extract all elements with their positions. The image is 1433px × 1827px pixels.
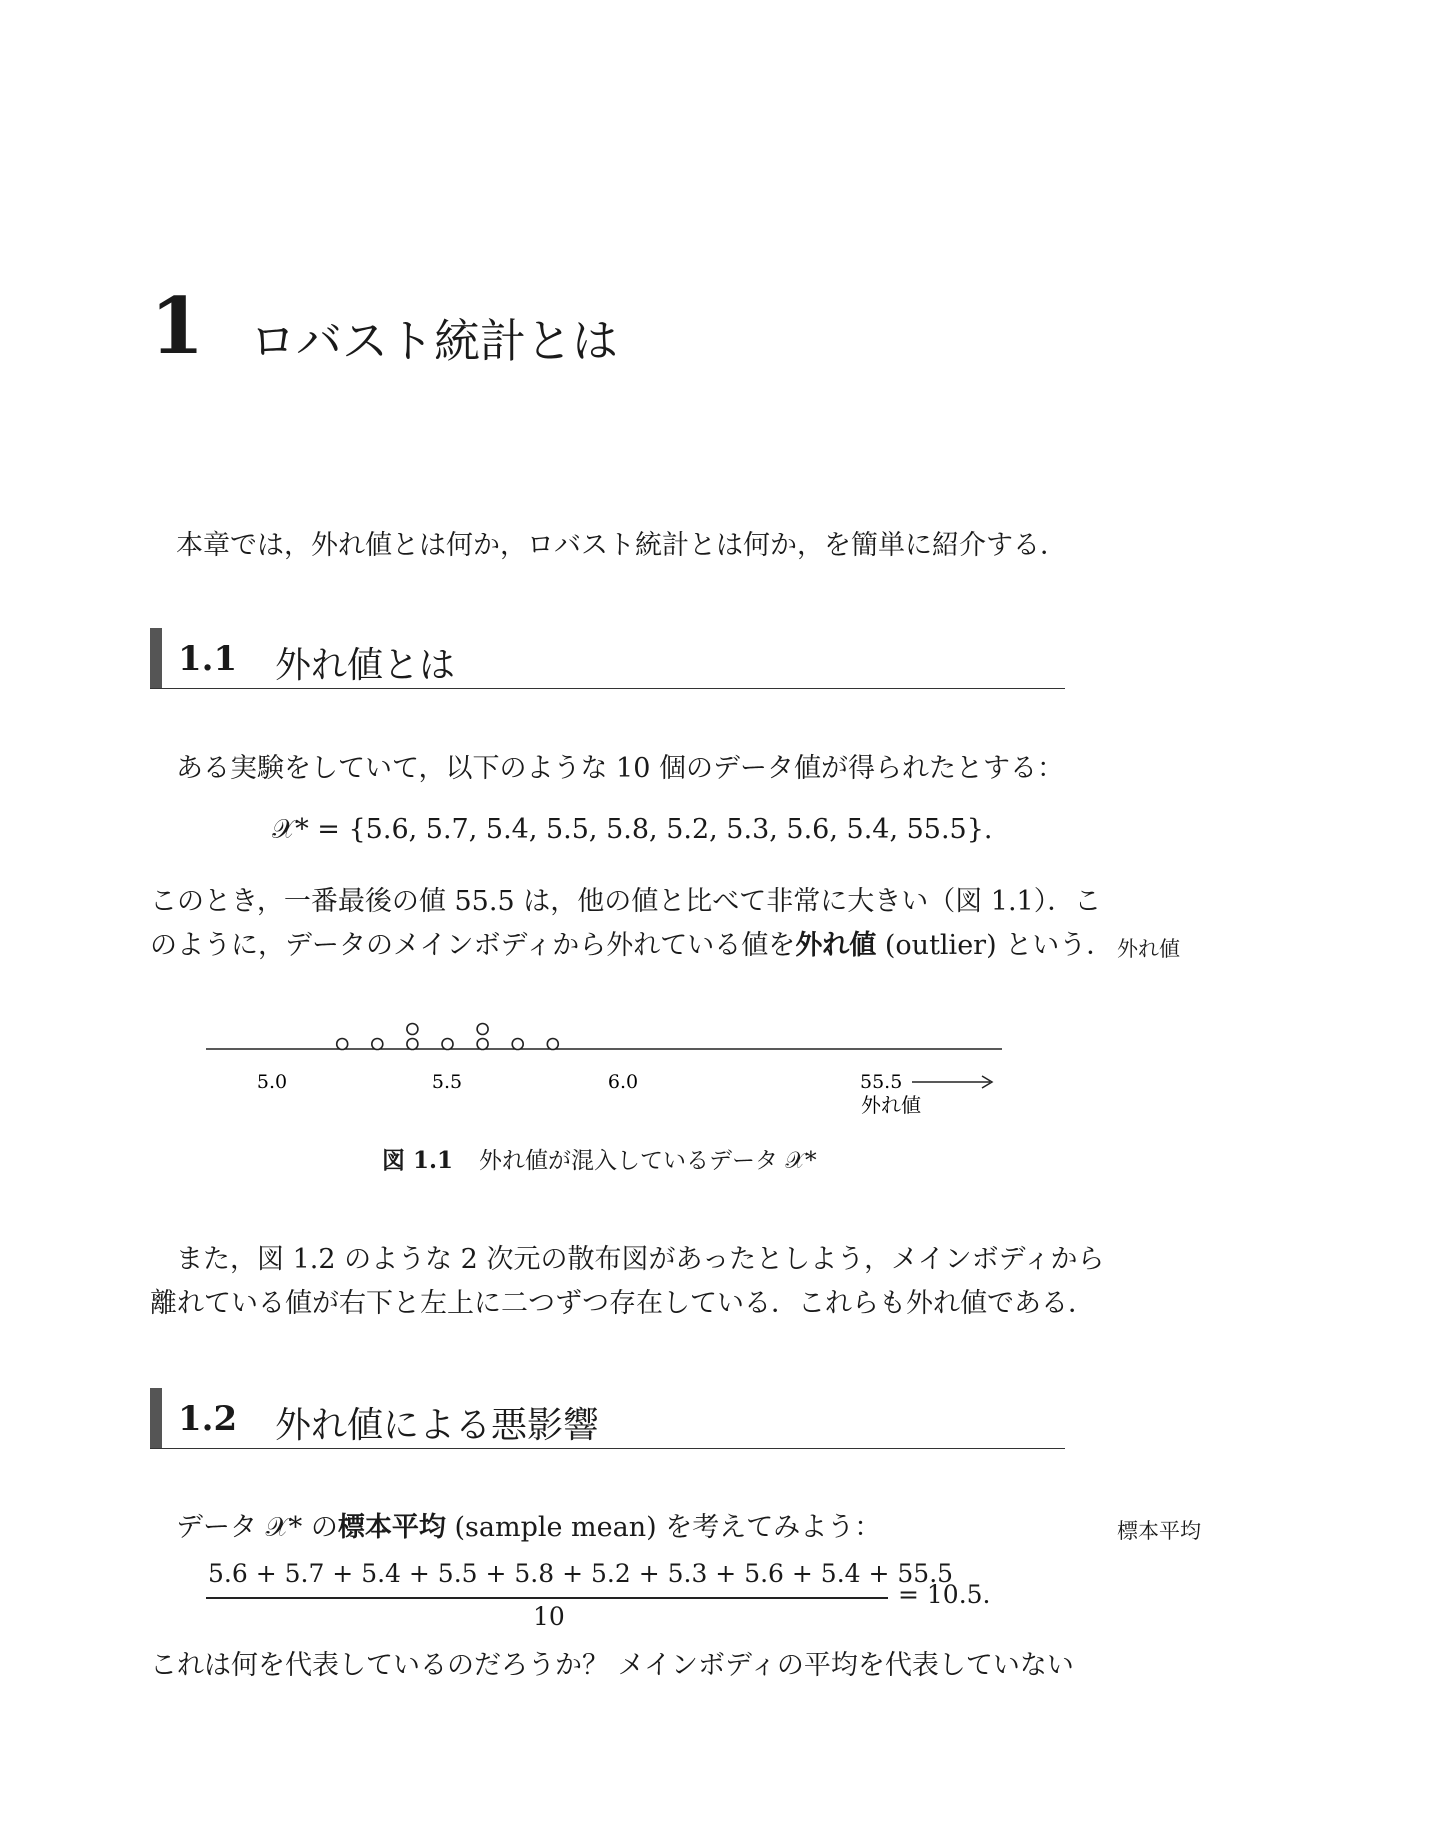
data-point bbox=[547, 1039, 558, 1050]
data-point bbox=[477, 1039, 488, 1050]
mean-denominator: 10 bbox=[533, 1602, 565, 1631]
data-point bbox=[372, 1039, 383, 1050]
margin-note-sample-mean: 標本平均 bbox=[1117, 1519, 1201, 1543]
figure-label: 図 1.1 bbox=[382, 1147, 454, 1174]
margin-note-outlier: 外れ値 bbox=[1117, 937, 1180, 961]
paragraph-text: データ 𝒳* の bbox=[176, 1512, 338, 1543]
section-bar bbox=[150, 1388, 162, 1448]
figure-caption-text: 外れ値が混入しているデータ 𝒳* bbox=[479, 1148, 817, 1174]
data-point bbox=[442, 1039, 453, 1050]
section1-paragraph-3-line-1: また，図 1.2 のような 2 次元の散布図があったとしよう，メインボディから bbox=[176, 1244, 1105, 1275]
outlier-label: 外れ値 bbox=[861, 1093, 921, 1117]
data-point bbox=[337, 1039, 348, 1050]
chapter-number: 1 bbox=[150, 281, 205, 372]
section-bar bbox=[150, 628, 162, 688]
data-set-formula: 𝒳* = {5.6, 5.7, 5.4, 5.5, 5.8, 5.2, 5.3, 5.6, 5.4, 55.5}. bbox=[272, 814, 993, 845]
outlier-dot-plot bbox=[0, 1000, 1433, 1140]
tick-label: 6.0 bbox=[607, 1071, 639, 1093]
fraction-bar bbox=[206, 1597, 888, 1599]
section-number: 1.1 bbox=[178, 639, 238, 679]
data-points bbox=[337, 1024, 559, 1050]
section2-paragraph-1 bbox=[176, 1506, 881, 1550]
data-point bbox=[477, 1024, 488, 1035]
section-heading-1-1 bbox=[150, 628, 1065, 689]
data-point bbox=[512, 1039, 523, 1050]
paragraph-text: のように，データのメインボディから外れている値を bbox=[150, 930, 796, 961]
section-title: 外れ値による悪影響 bbox=[275, 1405, 600, 1446]
section1-paragraph-1: ある実験をしていて，以下のような 10 個のデータ値が得られたとする： bbox=[176, 753, 1064, 784]
section-number: 1.2 bbox=[178, 1399, 238, 1439]
chapter-title: ロバスト統計とは bbox=[250, 314, 618, 368]
term-outlier: 外れ値 bbox=[795, 930, 877, 961]
term-sample-mean: 標本平均 bbox=[337, 1512, 446, 1543]
data-point bbox=[407, 1039, 418, 1050]
mean-numerator: 5.6 + 5.7 + 5.4 + 5.5 + 5.8 + 5.2 + 5.3 + 5.6 + 5.4 + 55.5 bbox=[208, 1559, 954, 1588]
paragraph-text: (sample mean) を考えてみよう： bbox=[445, 1512, 882, 1543]
section1-paragraph-3-line-2: 離れている値が右下と左上に二つずつ存在している．これらも外れ値である． bbox=[150, 1288, 1095, 1319]
section-heading-1-2 bbox=[150, 1388, 1065, 1449]
tick-label: 5.0 bbox=[256, 1071, 288, 1093]
section1-paragraph-2-line-1: このとき，一番最後の値 55.5 は，他の値と比べて非常に大きい（図 1.1）．こ bbox=[150, 886, 1102, 917]
intro-paragraph: 本章では，外れ値とは何か，ロバスト統計とは何か，を簡単に紹介する． bbox=[176, 530, 1067, 561]
tick-label: 5.5 bbox=[431, 1071, 463, 1093]
data-point bbox=[407, 1024, 418, 1035]
mean-result: = 10.5. bbox=[898, 1580, 991, 1609]
outlier-tick-label: 55.5 bbox=[860, 1071, 903, 1093]
paragraph-text: (outlier) という． bbox=[876, 930, 1114, 961]
figure-caption bbox=[382, 1142, 817, 1175]
section-title: 外れ値とは bbox=[275, 645, 456, 686]
section1-paragraph-2-line-2 bbox=[150, 924, 1113, 968]
section2-paragraph-2: これは何を代表しているのだろうか？ メインボディの平均を代表していない bbox=[150, 1650, 1074, 1681]
